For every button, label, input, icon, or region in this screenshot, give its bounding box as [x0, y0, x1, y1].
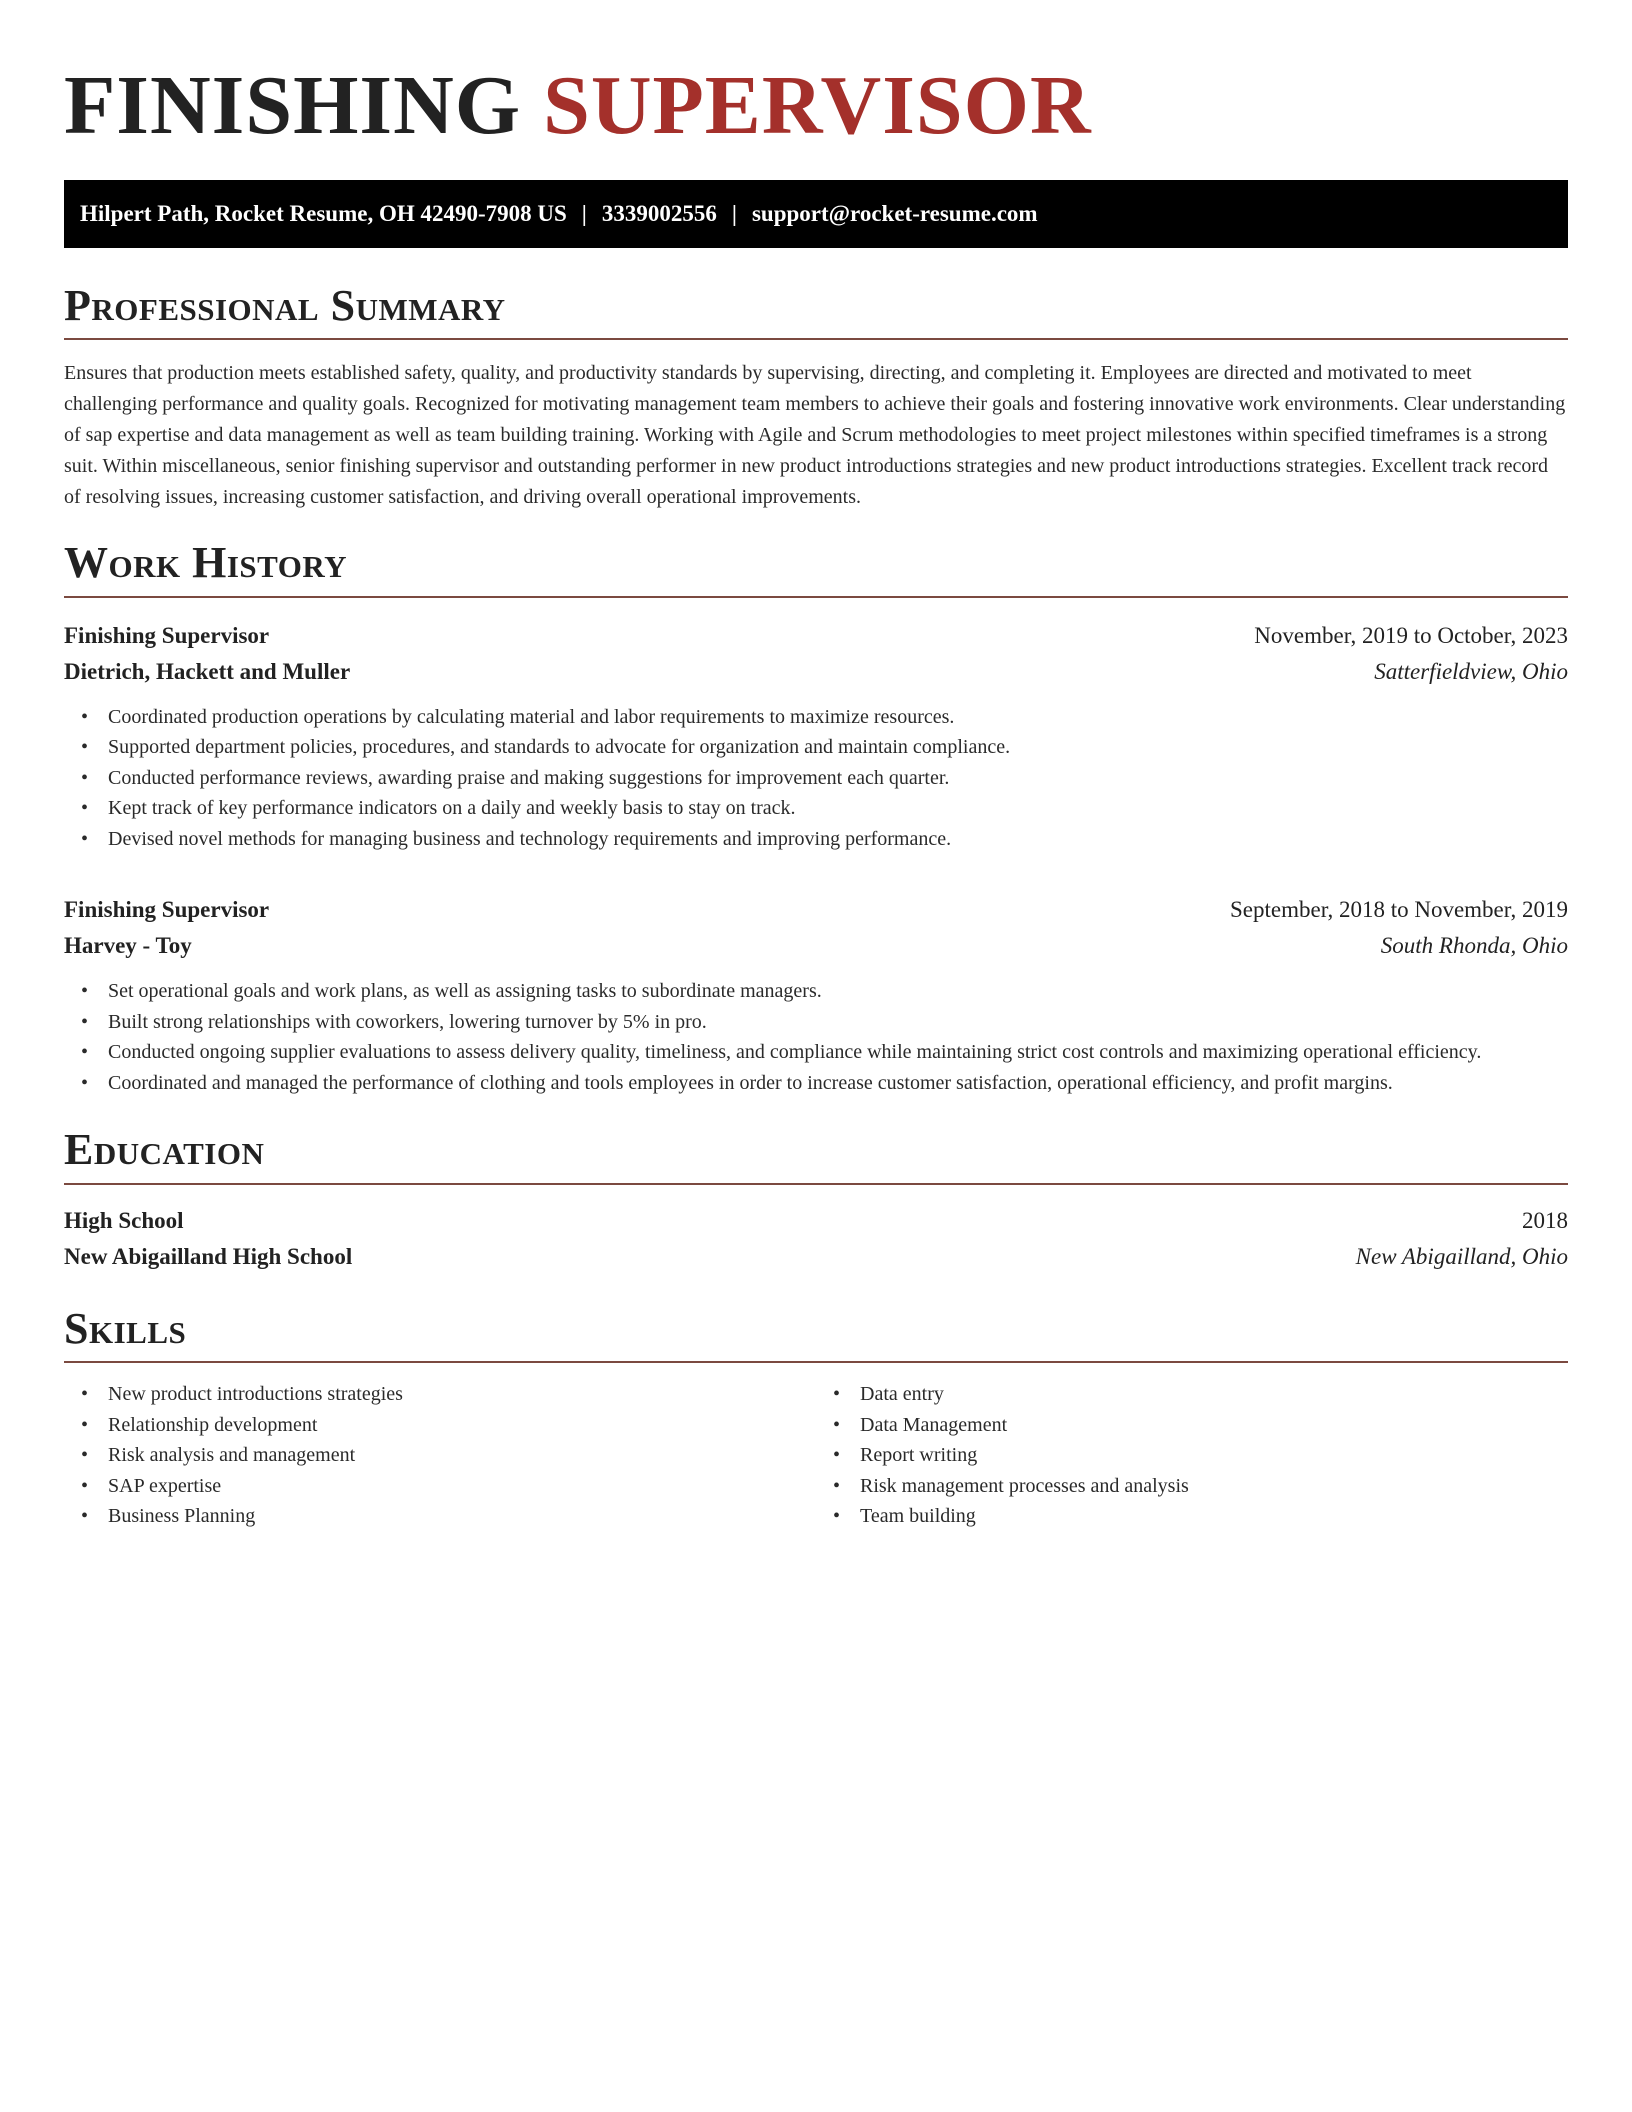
work-history-section — [64, 539, 1568, 1098]
skill-item: • SAP expertise — [64, 1471, 816, 1502]
list-item: • Coordinated production operations by calculating material and labor requirements to maximize resources. — [64, 702, 1568, 733]
contact-email: support@rocket-resume.com — [751, 201, 1038, 226]
contact-bar — [64, 180, 1568, 248]
list-item: • Conducted ongoing supplier evaluations to assess delivery quality, timeliness, and compliance while maintaining strict cost controls and maximizing operational efficiency. — [64, 1037, 1568, 1068]
education-degree-row — [64, 1203, 1568, 1239]
job-location: Satterfieldview, Ohio — [1374, 658, 1568, 684]
education-entry — [64, 1203, 1568, 1275]
education-degree: High School — [64, 1207, 184, 1233]
contact-separator: | — [731, 201, 737, 226]
skills-list — [816, 1379, 1568, 1532]
job-header-row — [64, 618, 1568, 654]
contact-phone: 3339002556 — [601, 201, 717, 226]
skill-item: • Team building — [816, 1501, 1568, 1532]
skill-item: • New product introductions strategies — [64, 1379, 816, 1410]
list-item: • Set operational goals and work plans, as well as assigning tasks to subordinate managers. — [64, 976, 1568, 1007]
list-item: • Coordinated and managed the performance of clothing and tools employees in order to increase customer satisfaction, operational efficiency, and profit margins. — [64, 1068, 1568, 1099]
job-company: Harvey - Toy — [64, 933, 192, 959]
job-bullets — [64, 976, 1568, 1098]
resume-title — [64, 59, 1568, 158]
summary-text: Ensures that production meets established safety, quality, and productivity standards by supervising, directing, and completing it. Employees are directed and motivated to meet challenging performance and quality goals. Recognized for motivating management team members to achieve their goals and fostering innovative work environments. Clear understanding of sap expertise and data management as well as team building training. Working with Agile and Scrum methodologies to meet project milestones within specified timeframes is a strong suit. Within miscellaneous, senior finishing supervisor and outstanding performer in new product introductions strategies and new product introductions strategies. Excellent track record of resolving issues, increasing customer satisfaction, and driving overall operational improvements. — [64, 362, 1566, 509]
job-bullets — [64, 702, 1568, 855]
list-item: • Conducted performance reviews, awarding praise and making suggestions for improvement each quarter. — [64, 763, 1568, 794]
education-location: New Abigailland, Ohio — [1355, 1243, 1568, 1269]
job-entry — [64, 892, 1568, 1098]
job-title: Finishing Supervisor — [64, 897, 270, 923]
education-school-row — [64, 1239, 1568, 1275]
job-header-row — [64, 892, 1568, 928]
skill-item: • Data entry — [816, 1379, 1568, 1410]
education-school: New Abigailland High School — [64, 1243, 353, 1269]
skills-column-left — [64, 1379, 816, 1532]
title-part-2: SUPERVISOR — [543, 59, 1092, 152]
skills-list — [64, 1379, 816, 1532]
job-company-row — [64, 654, 1568, 690]
job-company: Dietrich, Hackett and Muller — [64, 658, 351, 684]
skill-item: • Business Planning — [64, 1501, 816, 1532]
skill-item: • Data Management — [816, 1410, 1568, 1441]
section-heading-work: Work History — [64, 539, 1568, 597]
list-item: • Supported department policies, procedures, and standards to advocate for organization and maintain compliance. — [64, 732, 1568, 763]
section-heading-education: Education — [64, 1126, 1568, 1184]
contact-separator: | — [581, 201, 587, 226]
contact-address: Hilpert Path, Rocket Resume, OH 42490-7908 US — [80, 201, 567, 226]
job-dates: September, 2018 to November, 2019 — [1230, 897, 1568, 923]
education-section — [64, 1126, 1568, 1274]
professional-summary-section — [64, 282, 1568, 513]
skills-column-right — [816, 1379, 1568, 1532]
section-heading-skills: Skills — [64, 1305, 1568, 1363]
skill-item: • Risk management processes and analysis — [816, 1471, 1568, 1502]
skill-item: • Risk analysis and management — [64, 1440, 816, 1471]
skills-columns — [64, 1379, 1568, 1532]
list-item: • Devised novel methods for managing business and technology requirements and improving performance. — [64, 824, 1568, 855]
section-heading-summary: Professional Summary — [64, 282, 1568, 340]
job-dates: November, 2019 to October, 2023 — [1254, 622, 1568, 648]
list-item: • Kept track of key performance indicators on a daily and weekly basis to stay on track. — [64, 793, 1568, 824]
job-company-row — [64, 928, 1568, 964]
skill-item: • Report writing — [816, 1440, 1568, 1471]
job-location: South Rhonda, Ohio — [1380, 933, 1568, 959]
title-part-1: FINISHING — [64, 59, 522, 152]
list-item: • Built strong relationships with coworkers, lowering turnover by 5% in pro. — [64, 1007, 1568, 1038]
job-title: Finishing Supervisor — [64, 622, 270, 648]
education-year: 2018 — [1522, 1207, 1568, 1233]
skills-section — [64, 1305, 1568, 1532]
skill-item: • Relationship development — [64, 1410, 816, 1441]
job-entry — [64, 618, 1568, 855]
